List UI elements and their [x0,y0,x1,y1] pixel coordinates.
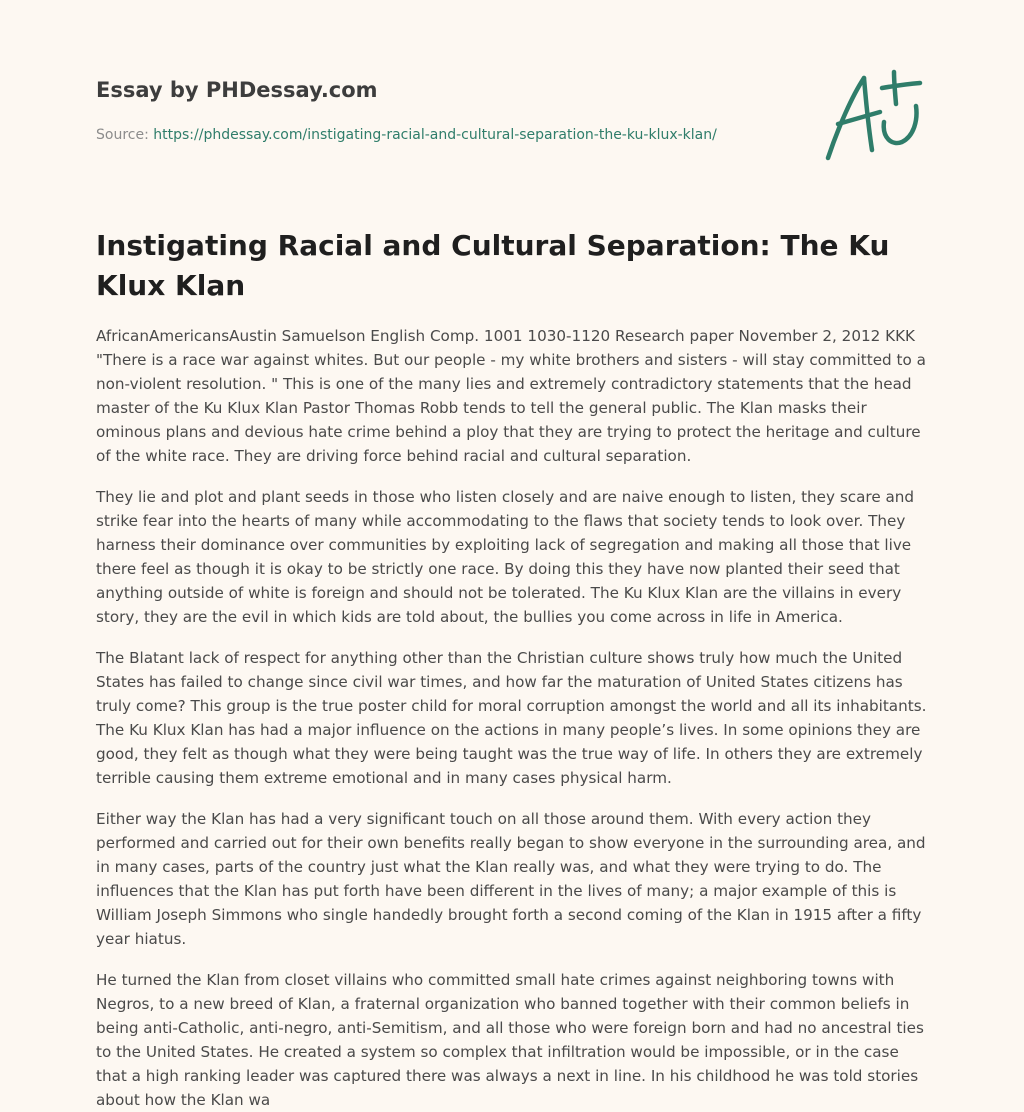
source-label: Source: [96,127,149,143]
essay-title: Instigating Racial and Cultural Separation: The Ku Klux Klan [96,229,890,302]
source-line [96,125,796,145]
paragraph: Either way the Klan has had a very significant touch on all those around them. With every action they performed and carried out for their own benefits really began to show everyone in the surrounding area, and in many cases, parts of the country just what the Klan really was, and what they were trying to do. The influences that the Klan has put forth have been different in the lives of many; a major example of this is William Joseph Simmons who single handedly brought forth a second coming of the Klan in 1915 after a fifty year hiatus. [96,810,926,948]
paragraph: AfricanAmericansAustin Samuelson English Comp. 1001 1030-1120 Research paper November 2, 2012 KKK "There is a race war against whites. But our people - my white brothers and sisters - will stay committed to a non-violent resolution. " This is one of the many lies and extremely contradictory statements that the head master of the Ku Klux Klan Pastor Thomas Robb tends to tell the general public. The Klan masks their ominous plans and devious hate crime behind a ploy that they are trying to protect the heritage and culture of the white race. They are driving force behind racial and cultural separation. [96,327,926,465]
essay-body [96,324,928,1109]
paragraph: They lie and plot and plant seeds in those who listen closely and are naive enough to listen, they scare and strike fear into the hearts of many while accommodating to the flaws that society tends to look over. They harness their dominance over communities by exploiting lack of segregation and making all those that live there feel as though it is okay to be strictly one race. By doing this they have now planted their seed that anything outside of white is foreign and should not be tolerated. The Ku Klux Klan are the villains in every story, they are the evil in which kids are told about, the bullies you come across in life in America. [96,488,915,626]
a-plus-logo-icon [822,66,926,164]
source-link[interactable]: https://phdessay.com/instigating-racial-and-cultural-separation-the-ku-klux-klan/ [153,127,717,143]
paragraph: The Blatant lack of respect for anything other than the Christian culture shows truly how much the United States has failed to change since civil war times, and how far the maturation of United States citizens has truly come? This group is the true poster child for moral corruption amongst the world and all its inhabitants. The Ku Klux Klan has had a major influence on the actions in many people’s lives. In some opinions they are good, they felt as though what they were being taught was the true way of life. In others they are extremely terrible causing them extreme emotional and in many cases physical harm. [96,649,927,787]
page-header [96,76,796,145]
paragraph: He turned the Klan from closet villains who committed small hate crimes against neighboring towns with Negros, to a new breed of Klan, a fraternal organization who banned together with their common beliefs in being anti-Catholic, anti-negro, anti-Semitism, and all those who were foreign born and had no ancestral ties to the United States. He created a system so complex that infiltration would be impossible, or in the case that a high ranking leader was captured there was always a next in line. In his childhood he was told stories about how the Klan wa [96,971,924,1109]
site-brand: Essay by PHDessay.com [96,78,378,102]
